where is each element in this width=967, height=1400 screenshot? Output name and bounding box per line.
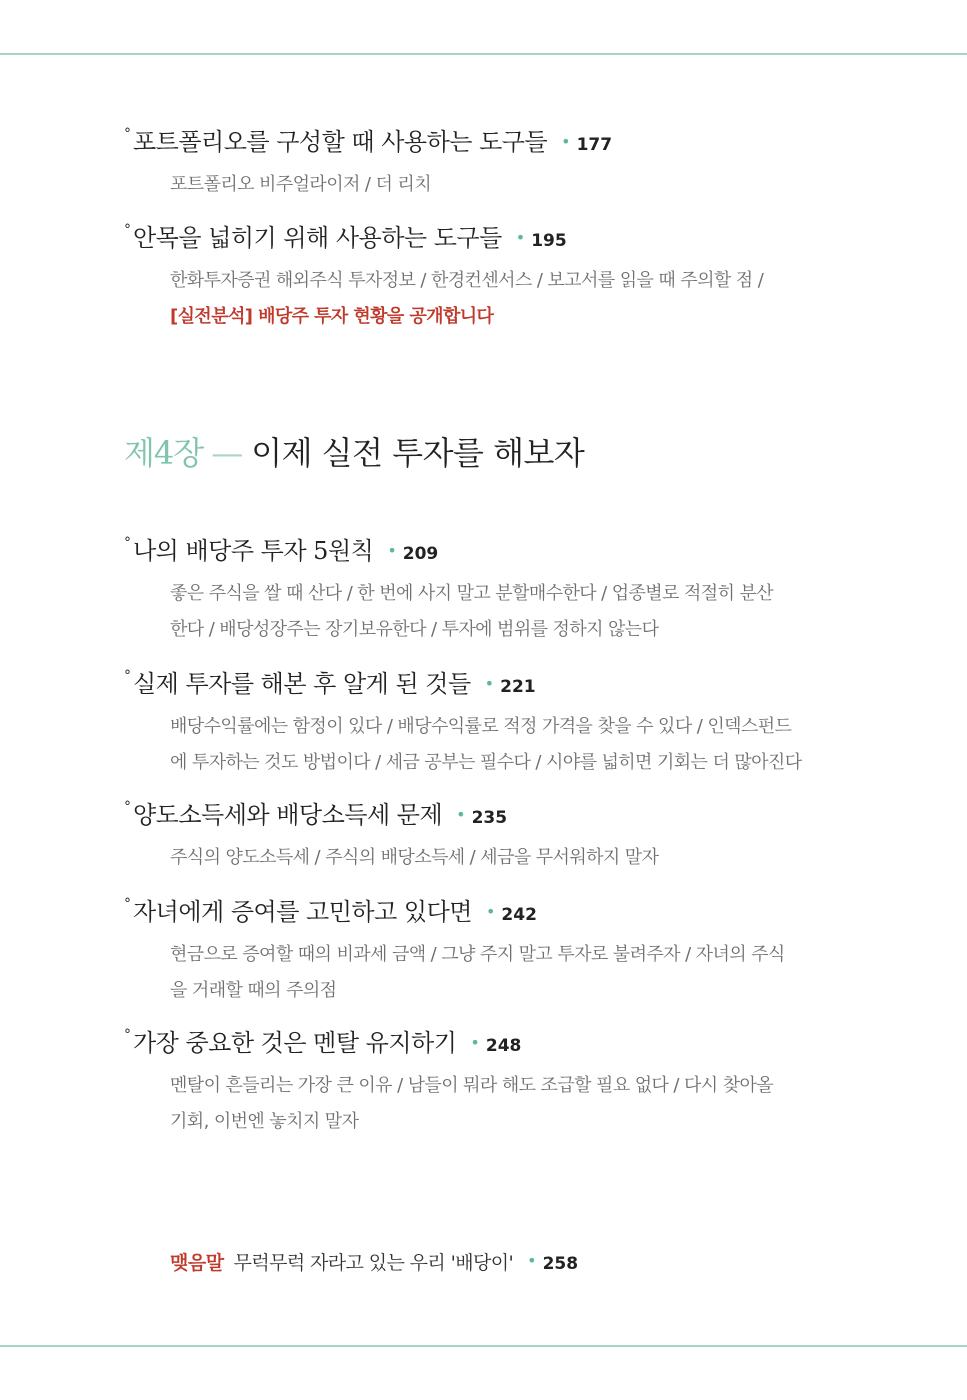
bullet-dot-icon: • (456, 805, 466, 824)
entry-page-number: 221 (500, 677, 536, 697)
subtopic-text: 에 투자하는 것도 방법이다 / 세금 공부는 필수다 / 시야를 넓히면 기회는 더 많아진다 (170, 752, 802, 773)
degree-mark-icon: ° (124, 896, 131, 912)
closing-entry[interactable] (170, 1248, 578, 1275)
bullet-dot-icon: • (470, 1033, 480, 1052)
chapter-title: 이제 실전 투자를 해보자 (251, 434, 585, 472)
subtopic-text: 기회, 이번엔 놓치지 말자 (170, 1111, 359, 1132)
entry-heading (124, 664, 814, 699)
subtopic-line (170, 937, 814, 973)
closing-title: 무럭무럭 자라고 있는 우리 '배당이' (233, 1252, 514, 1274)
entry-title: 실제 투자를 해본 후 알게 된 것들 (133, 670, 471, 698)
toc-entry[interactable] (124, 664, 814, 781)
entry-title: 자녀에게 증여를 고민하고 있다면 (133, 898, 472, 926)
entry-title: 양도소득세와 배당소득세 문제 (133, 801, 443, 829)
toc-entry[interactable] (124, 795, 814, 876)
entry-heading (124, 1023, 814, 1058)
chapter-number: 제4장 (124, 434, 204, 472)
subtopic-text: 배당수익률에는 함정이 있다 / 배당수익률로 적정 가격을 찾을 수 있다 / 인덱스펀드 (170, 716, 792, 737)
subtopic-line (170, 973, 814, 1009)
closing-page-number: 258 (542, 1254, 579, 1274)
entry-subtopics (170, 167, 814, 203)
entry-title: 가장 중요한 것은 멘탈 유지하기 (133, 1029, 457, 1057)
entry-subtopics (170, 937, 814, 1009)
entry-subtopics (170, 263, 814, 335)
subtopic-text: 한화투자증권 해외주식 투자정보 / 한경컨센서스 / 보고서를 읽을 때 주의할 점 / (170, 270, 764, 291)
bullet-dot-icon: • (561, 132, 571, 151)
toc-entry[interactable] (124, 122, 814, 203)
degree-mark-icon: ° (124, 222, 131, 238)
entry-page-number: 235 (471, 808, 508, 828)
subtopic-text: 현금으로 증여할 때의 비과세 금액 / 그냥 주지 말고 투자로 불려주자 / 자녀의 주식 (170, 944, 785, 965)
degree-mark-icon: ° (124, 799, 131, 815)
bullet-dot-icon: • (485, 902, 496, 921)
entry-title: 포트폴리오를 구성할 때 사용하는 도구들 (133, 128, 548, 156)
subtopic-line (170, 167, 814, 203)
entry-heading (124, 892, 814, 927)
chapter-heading (124, 428, 584, 474)
entry-subtopics (170, 576, 814, 648)
subtopic-line (170, 1104, 814, 1140)
bullet-dot-icon: • (484, 674, 495, 693)
entry-page-number: 177 (576, 135, 613, 155)
subtopic-line (170, 840, 814, 876)
degree-mark-icon: ° (124, 668, 131, 684)
toc-entry[interactable] (124, 892, 814, 1009)
entry-subtopics (170, 709, 814, 781)
entry-title: 안목을 넓히기 위해 사용하는 도구들 (133, 224, 502, 252)
bottom-rule (0, 1345, 967, 1347)
bullet-dot-icon: • (387, 541, 397, 560)
subtopic-text: 포트폴리오 비주얼라이저 / 더 리치 (170, 174, 431, 195)
entry-heading (124, 795, 814, 830)
entry-heading (124, 531, 814, 566)
top-rule (0, 53, 967, 55)
subtopic-line (170, 263, 814, 299)
subtopic-line (170, 745, 814, 781)
chapter-dash: — (211, 434, 244, 472)
entry-page-number: 209 (402, 544, 439, 564)
subtopic-text: 주식의 양도소득세 / 주식의 배당소득세 / 세금을 무서워하지 말자 (170, 847, 659, 868)
entry-heading (124, 218, 814, 253)
subtopic-line (170, 299, 814, 335)
subtopic-line (170, 612, 814, 648)
subtopic-line (170, 1068, 814, 1104)
entry-heading (124, 122, 814, 157)
subtopic-text: 한다 / 배당성장주는 장기보유한다 / 투자에 범위를 정하지 않는다 (170, 619, 659, 640)
bullet-dot-icon: • (527, 1251, 537, 1270)
entry-page-number: 248 (485, 1036, 522, 1056)
entry-title: 나의 배당주 투자 5원칙 (133, 537, 374, 565)
entry-page-number: 195 (531, 231, 567, 251)
subtopic-text: 멘탈이 흔들리는 가장 큰 이유 / 남들이 뭐라 해도 조급할 필요 없다 / 다시 찾아올 (170, 1075, 774, 1096)
degree-mark-icon: ° (124, 1027, 131, 1043)
toc-entry[interactable] (124, 531, 814, 648)
closing-label: 맺음말 (170, 1252, 224, 1274)
subtopic-highlight: [실전분석] 배당주 투자 현황을 공개합니다 (170, 306, 494, 327)
toc-entry[interactable] (124, 1023, 814, 1140)
subtopic-line (170, 709, 814, 745)
subtopic-line (170, 576, 814, 612)
toc-entry[interactable] (124, 218, 814, 335)
degree-mark-icon: ° (124, 126, 131, 142)
entry-page-number: 242 (501, 905, 537, 925)
entry-subtopics (170, 840, 814, 876)
subtopic-text: 을 거래할 때의 주의점 (170, 980, 337, 1001)
subtopic-text: 좋은 주식을 쌀 때 산다 / 한 번에 사지 말고 분할매수한다 / 업종별로 적절히 분산 (170, 583, 774, 604)
degree-mark-icon: ° (124, 535, 131, 551)
bullet-dot-icon: • (515, 228, 526, 247)
entry-subtopics (170, 1068, 814, 1140)
